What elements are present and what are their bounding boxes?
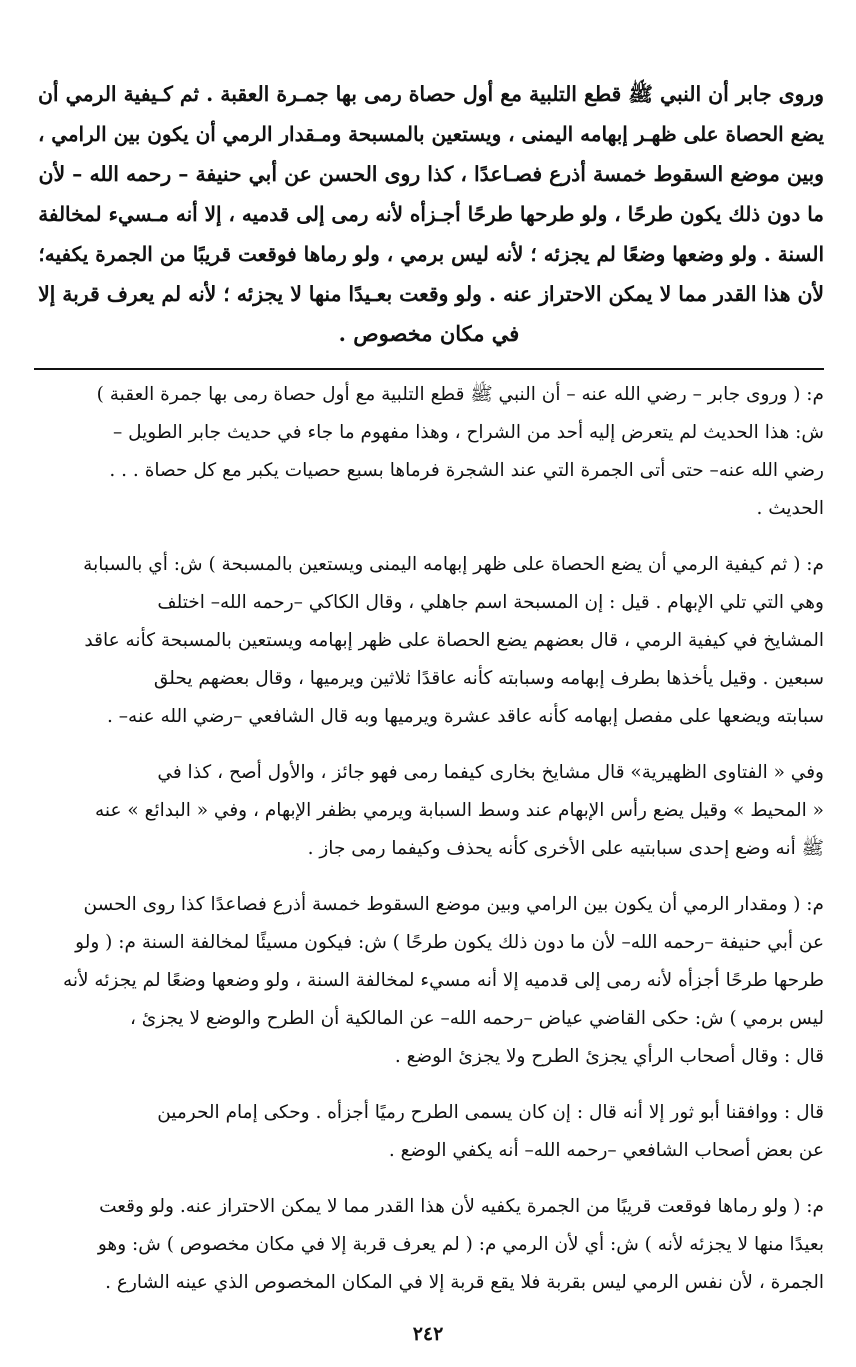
commentary-line: رضي الله عنه– حتى أتى الجمرة التي عند الشجرة فرماها بسبع حصيات يكبر مع كل حصاة . . .: [109, 460, 824, 481]
main-text-line: السنة . ولو وضعها وضعًا لم يجزئه ؛ لأنه ليس برمي ، ولو رماها فوقعت قريبًا من الجمرة يكفيه؛: [38, 242, 824, 266]
commentary-line: طرحها طرحًا أجزأه لأنه رمى إلى قدميه إلا أنه مسيء لمخالفة السنة ، ولو وضعها وضعًا لم يجزئه لأنه: [62, 970, 824, 991]
commentary-line: م: ( ومقدار الرمي أن يكون بين الرامي وبين موضع السقوط خمسة أذرع فصاعدًا كذا روى الحسن: [83, 894, 824, 915]
commentary-line: المشايخ في كيفية الرمي ، قال بعضهم يضع الحصاة على ظهر إبهامه ويستعين بالمسبحة كأنه عاقد: [84, 630, 824, 651]
main-text-line: وروى جابر أن النبي ﷺ قطع التلبية مع أول حصاة رمى بها جمـرة العقبة . ثم كـيفية الرمي أن: [37, 82, 824, 106]
commentary-line: بعيدًا منها لا يجزئه لأنه ) ش: أي لأن الرمي م: ( لم يعرف قربة إلا في مكان مخصوص ) ش: وهو: [97, 1234, 824, 1255]
main-text-line: لأن هذا القدر مما لا يمكن الاحتراز عنه . ولو وقعت بعـيدًا منها لا يجزئه ؛ لأنه لم يعرف قربة إلا: [38, 282, 824, 306]
page-body: [34, 74, 824, 1320]
commentary-paragraph: [34, 1094, 824, 1170]
main-text-line: يضع الحصاة على ظهـر إبهامه اليمنى ، ويستعين بالمسبحة ومـقدار الرمي أن يكون بين الرامي ،: [37, 122, 824, 146]
commentary-line: م: ( ثم كيفية الرمي أن يضع الحصاة على ظهر إبهامه اليمنى ويستعين بالمسبحة ) ش: أي بالسبابة: [83, 554, 824, 575]
commentary-line: م: ( وروى جابر – رضي الله عنه – أن النبي ﷺ قطع التلبية مع أول حصاة رمى بها جمرة العقبة ): [96, 384, 824, 405]
commentary-line: سبابته ويضعها على مفصل إبهامه كأنه عاقد عشرة ويرميها وبه قال الشافعي –رضي الله عنه– .: [107, 706, 824, 727]
commentary-paragraph: [34, 886, 824, 1076]
commentary-line: الحديث .: [756, 498, 824, 519]
main-text: [34, 74, 824, 354]
commentary-line: « المحيط » وقيل يضع رأس الإبهام عند وسط السبابة ويرمي بظفر الإبهام ، وفي « البدائع » عنه: [95, 800, 824, 821]
commentary-line: عن بعض أصحاب الشافعي –رحمه الله– أنه يكفي الوضع .: [388, 1140, 824, 1161]
commentary-line: وهي التي تلي الإبهام . قيل : إن المسبحة اسم جاهلي ، وقال الكاكي –رحمه الله– اختلف: [157, 592, 824, 613]
commentary-line: عن أبي حنيفة –رحمه الله– لأن ما دون ذلك يكون طرحًا ) ش: فيكون مسيئًا لمخالفة السنة م: ( ولو: [75, 932, 824, 953]
commentary-line: ش: هذا الحديث لم يتعرض إليه أحد من الشراح ، وهذا مفهوم ما جاء في حديث جابر الطويل –: [112, 422, 824, 443]
main-text-last-line: في مكان مخصوص .: [338, 321, 520, 346]
separator-rule: [34, 368, 824, 370]
main-text-line: ما دون ذلك يكون طرحًا ، ولو طرحها طرحًا أجـزأه لأنه رمى إلى قدميه ، إلا أنه مـسيء لمخالفة: [38, 202, 824, 226]
commentary-paragraph: [34, 376, 824, 528]
commentary-line: م: ( ولو رماها فوقعت قريبًا من الجمرة يكفيه لأن هذا القدر مما لا يمكن الاحتراز عنه. ولو وقعت: [99, 1196, 824, 1217]
commentary-line: وفي « الفتاوى الظهيرية» قال مشايخ بخارى كيفما رمى فهو جائز ، والأول أصح ، كذا في: [157, 762, 824, 783]
commentary-paragraph: [34, 1188, 824, 1302]
commentary-line: الجمرة ، لأن نفس الرمي ليس بقربة فلا يقع قربة إلا في المكان المخصوص الذي عينه الشارع .: [105, 1272, 824, 1293]
main-text-line: وبين موضع السقوط خمسة أذرع فصـاعدًا ، كذا روى الحسن عن أبي حنيفة – رحمه الله – لأن: [38, 162, 824, 186]
commentary-paragraph: [34, 546, 824, 736]
commentary-line: قال : ووافقنا أبو ثور إلا أنه قال : إن كان يسمى الطرح رميًا أجزأه . وحكى إمام الحرمين: [157, 1102, 824, 1123]
commentary-line: ليس برمي ) ش: حكى القاضي عياض –رحمه الله– عن المالكية أن الطرح والوضع لا يجزئ ،: [129, 1008, 824, 1029]
commentary-line: قال : وقال أصحاب الرأي يجزئ الطرح ولا يجزئ الوضع .: [394, 1046, 824, 1067]
commentary-paragraph: [34, 754, 824, 868]
commentary-line: ﷺ أنه وضع إحدى سبابتيه على الأخرى كأنه يحذف وكيفما رمى جاز .: [307, 838, 824, 859]
page-number: ٢٤٢: [412, 1323, 444, 1345]
commentary-line: سبعين . وقيل يأخذها بطرف إبهامه وسبابته كأنه عاقدًا ثلاثين ويرميها ، وقال بعضهم يحلق: [153, 668, 824, 689]
